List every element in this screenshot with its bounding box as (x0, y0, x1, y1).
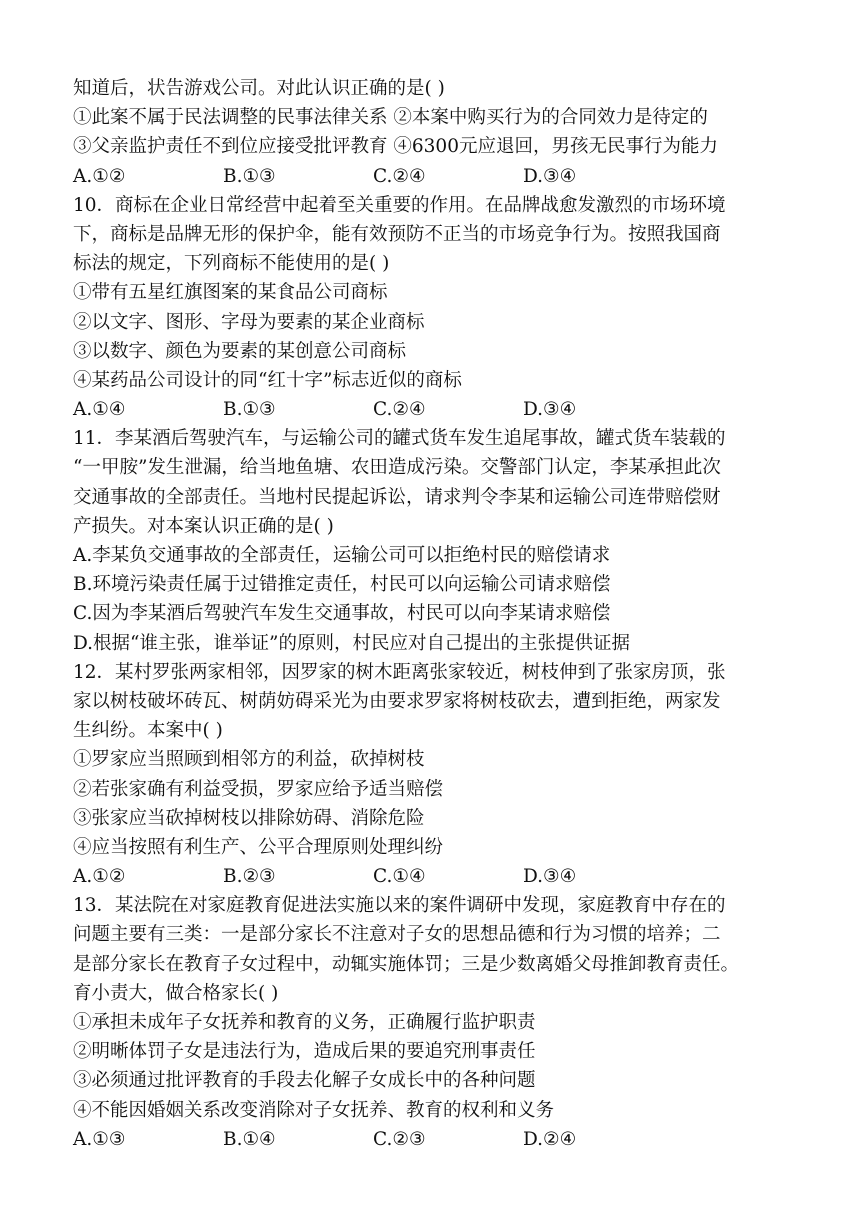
text-line: ②明晰体罚子女是违法行为，造成后果的要追究刑事责任 (73, 1041, 536, 1063)
text-line: ③必须通过批评教育的手段去化解子女成长中的各种问题 (73, 1070, 536, 1092)
text-line: 12．某村罗张两家相邻，因罗家的树木距离张家较近，树枝伸到了张家房顶，张 (73, 661, 726, 683)
answer-options-row (73, 162, 798, 191)
text-line: D.根据“谁主张，谁举证”的原则，村民应对自己提出的主张提供证据 (73, 632, 630, 654)
text-line: ①带有五星红旗图案的某食品公司商标 (73, 282, 388, 304)
answer-options-row (73, 1125, 798, 1154)
answer-options-row (73, 862, 798, 891)
text-line: 产损失。对本案认识正确的是( ) (73, 515, 334, 537)
text-line: ①罗家应当照顾到相邻方的利益，砍掉树枝 (73, 749, 425, 771)
text-line: 10．商标在企业日常经营中起着至关重要的作用。在品牌战愈发激烈的市场环境 (73, 194, 726, 216)
answer-option: C.②③ (373, 1128, 426, 1150)
exam-page (73, 74, 798, 1154)
answer-options-row (73, 395, 798, 424)
text-line: 11．李某酒后驾驶汽车，与运输公司的罐式货车发生追尾事故，罐式货车装载的 (73, 428, 726, 450)
text-line: ①承担未成年子女抚养和教育的义务，正确履行监护职责 (73, 1012, 536, 1033)
answer-option: C.②④ (373, 165, 426, 187)
answer-option: D.③④ (523, 399, 577, 421)
text-line: ③以数字、颜色为要素的某创意公司商标 (73, 340, 407, 362)
answer-option: B.①③ (223, 165, 276, 187)
text-line: 是部分家长在教育子女过程中，动辄实施体罚；三是少数离婚父母推卸教育责任。 (73, 953, 740, 975)
text-line: ③张家应当砍掉树枝以排除妨碍、消除危险 (73, 807, 425, 829)
answer-option: D.③④ (523, 165, 577, 187)
answer-option: D.③④ (523, 866, 577, 888)
answer-option: B.②③ (223, 866, 276, 888)
text-line: 13．某法院在对家庭教育促进法实施以来的案件调研中发现，家庭教育中存在的 (73, 895, 726, 917)
text-line: 标法的规定，下列商标不能使用的是( ) (73, 253, 390, 275)
answer-option: B.①③ (223, 399, 276, 421)
answer-option: C.①④ (373, 866, 426, 888)
text-line: B.环境污染责任属于过错推定责任，村民可以向运输公司请求赔偿 (73, 574, 611, 596)
answer-option: B.①④ (223, 1128, 276, 1150)
text-line: C.因为李某酒后驾驶汽车发生交通事故，村民可以向李某请求赔偿 (73, 603, 611, 625)
text-line: 问题主要有三类：一是部分家长不注意对子女的思想品德和行为习惯的培养；二 (73, 924, 721, 946)
text-line: 下，商标是品牌无形的保护伞，能有效预防不正当的市场竞争行为。按照我国商 (73, 223, 721, 245)
text-line: ④不能因婚姻关系改变消除对子女抚养、教育的权利和义务 (73, 1099, 555, 1121)
answer-option: C.②④ (373, 399, 426, 421)
answer-option: A.①② (73, 866, 126, 888)
text-line: 家以树枝破坏砖瓦、树荫妨碍采光为由要求罗家将树枝砍去，遭到拒绝，两家发 (73, 690, 721, 712)
answer-option: A.①② (73, 165, 126, 187)
text-line: ①此案不属于民法调整的民事法律关系 ②本案中购买行为的合同效力是待定的 (73, 107, 708, 129)
text-line: 交通事故的全部责任。当地村民提起诉讼，请求判令李某和运输公司连带赔偿财 (73, 486, 721, 508)
text-line: 育小责大，做合格家长( ) (73, 982, 279, 1004)
text-line: ③父亲监护责任不到位应接受批评教育 ④6300元应退回，男孩无民事行为能力 (73, 136, 718, 158)
text-line: ②以文字、图形、字母为要素的某企业商标 (73, 311, 425, 333)
answer-option: A.①③ (73, 1128, 126, 1150)
text-line: 知道后，状告游戏公司。对此认识正确的是( ) (73, 78, 445, 99)
answer-option: A.①④ (73, 399, 126, 421)
text-line: A.李某负交通事故的全部责任，运输公司可以拒绝村民的赔偿请求 (73, 545, 611, 566)
text-line: ④应当按照有利生产、公平合理原则处理纠纷 (73, 836, 444, 858)
answer-option: D.②④ (523, 1128, 577, 1150)
text-line: ②若张家确有利益受损，罗家应给予适当赔偿 (73, 778, 444, 800)
text-line: “一甲胺”发生泄漏，给当地鱼塘、农田造成污染。交警部门认定，李某承担此次 (73, 457, 721, 479)
text-line: ④某药品公司设计的同“红十字”标志近似的商标 (73, 369, 462, 391)
text-line: 生纠纷。本案中( ) (73, 720, 223, 742)
